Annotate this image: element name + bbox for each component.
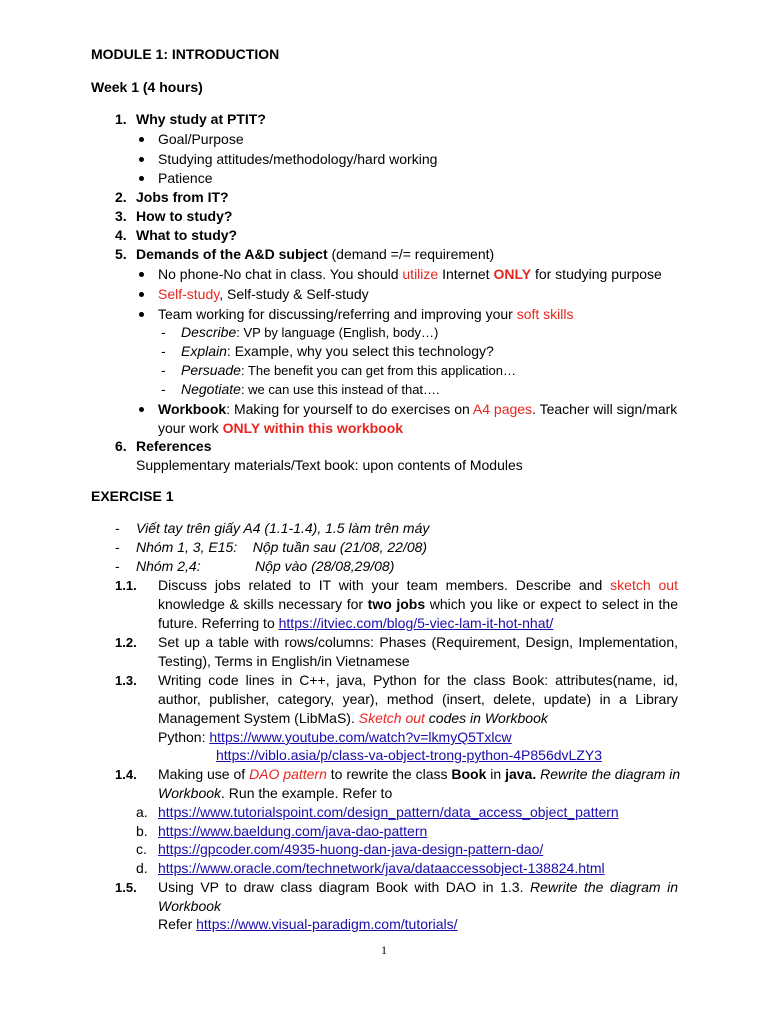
exercise-1-5-number: 1.5. bbox=[115, 880, 137, 895]
dash-icon: - bbox=[115, 520, 120, 536]
soft-skill-value: : The benefit you can get from this application… bbox=[240, 363, 517, 378]
exercise-note-1: Viết tay trên giấy A4 (1.1-1.4), 1.5 làm trên máy bbox=[136, 520, 430, 536]
exercise-text-3: in bbox=[486, 766, 506, 782]
soft-skill-describe bbox=[181, 323, 438, 342]
dash-icon: - bbox=[161, 324, 166, 340]
visual-paradigm-link[interactable]: https://www.visual-paradigm.com/tutorials/ bbox=[196, 916, 458, 932]
soft-skill-value: : VP by language (English, body…) bbox=[236, 325, 439, 340]
exercise-1-4-line-1 bbox=[158, 765, 681, 784]
item-6-title: References bbox=[136, 438, 212, 454]
workbook-label: Workbook bbox=[158, 401, 227, 417]
demand-2-text: , Self-study & Self-study bbox=[219, 286, 369, 302]
ref-a-letter: a. bbox=[136, 804, 148, 820]
exercise-1-4-line-2 bbox=[158, 784, 392, 803]
exercise-title: EXERCISE 1 bbox=[91, 488, 174, 504]
demand-3-highlight: soft skills bbox=[516, 306, 574, 322]
demand-1-text-2: Internet bbox=[438, 266, 494, 282]
demand-1-emphasis: ONLY bbox=[493, 266, 532, 282]
exercise-1-1-line-1 bbox=[158, 576, 678, 595]
ref-a-link[interactable]: https://www.tutorialspoint.com/design_pattern/data_access_object_pattern bbox=[158, 804, 619, 820]
item-4-title: What to study? bbox=[136, 227, 238, 243]
item-3-title: How to study? bbox=[136, 208, 233, 224]
exercise-1-3-number: 1.3. bbox=[115, 673, 137, 688]
demand-2-highlight: Self-study bbox=[158, 286, 220, 302]
demand-3 bbox=[158, 305, 574, 324]
exercise-text-2: codes in Workbook bbox=[424, 710, 548, 726]
exercise-text: Discuss jobs related to IT with your team members. Describe and bbox=[158, 577, 611, 593]
ref-c bbox=[158, 840, 543, 859]
exercise-text: Using VP to draw class diagram Book with DAO in 1.3. bbox=[158, 879, 530, 895]
ref-d bbox=[158, 859, 605, 878]
demand-2 bbox=[158, 285, 369, 304]
exercise-highlight: Sketch out bbox=[358, 710, 425, 726]
viblo-link[interactable]: https://viblo.asia/p/class-va-object-trong-python-4P856dvLZY3 bbox=[216, 747, 602, 763]
item-6-number: 6. bbox=[115, 438, 127, 454]
python-label: Python: bbox=[158, 729, 210, 745]
dash-icon: - bbox=[115, 558, 120, 574]
exercise-bold-2: java. bbox=[505, 766, 537, 782]
exercise-text: . Run the example. Refer to bbox=[221, 785, 393, 801]
bullet-icon bbox=[139, 312, 144, 317]
exercise-1-1-line-3 bbox=[158, 614, 553, 633]
page-number: 1 bbox=[381, 943, 387, 957]
exercise-text: Making use of bbox=[158, 766, 250, 782]
exercise-1-1-line-2 bbox=[158, 595, 678, 614]
exercise-text-2: which you like or expect to select in the bbox=[425, 596, 679, 612]
workbook-text-3: your work bbox=[158, 420, 223, 436]
item-4-number: 4. bbox=[115, 227, 127, 243]
exercise-note-3: Nhóm 2,4: Nộp vào (28/08,29/08) bbox=[136, 558, 395, 574]
item-1-bullet-2: Studying attitudes/methodology/hard working bbox=[158, 151, 438, 167]
dash-icon: - bbox=[161, 362, 166, 378]
exercise-text-2: to rewrite the class bbox=[326, 766, 452, 782]
workbook-text: : Making for yourself to do exercises on bbox=[226, 401, 473, 417]
itviec-link[interactable]: https://itviec.com/blog/5-viec-lam-it-hot-nhat/ bbox=[278, 615, 554, 631]
demand-1-text: No phone-No chat in class. You should bbox=[158, 266, 403, 282]
item-5-title: Demands of the A&D subject bbox=[136, 246, 328, 262]
exercise-1-5-line-1 bbox=[158, 878, 678, 897]
ref-d-link[interactable]: https://www.oracle.com/technetwork/java/dataaccessobject-138824.html bbox=[158, 860, 605, 876]
soft-skill-value: : we can use this instead of that…. bbox=[240, 382, 440, 397]
exercise-highlight: DAO pattern bbox=[249, 766, 327, 782]
exercise-note-2: Nhóm 1, 3, E15: Nộp tuần sau (21/08, 22/08) bbox=[136, 539, 428, 555]
exercise-1-3-line-1: Writing code lines in C++, java, Python for the class Book: attributes(name, id, bbox=[158, 672, 678, 688]
soft-skill-persuade bbox=[181, 361, 516, 380]
item-2-title: Jobs from IT? bbox=[136, 189, 229, 205]
demand-1 bbox=[158, 265, 662, 284]
exercise-1-4-number: 1.4. bbox=[115, 767, 137, 782]
ref-b-letter: b. bbox=[136, 823, 148, 839]
item-3-number: 3. bbox=[115, 208, 127, 224]
ref-d-letter: d. bbox=[136, 860, 148, 876]
exercise-bold: Book bbox=[451, 766, 487, 782]
ref-b bbox=[158, 822, 427, 841]
youtube-link[interactable]: https://www.youtube.com/watch?v=lkmyQ5Txlcw bbox=[209, 729, 512, 745]
exercise-1-3-line-2: author, publisher, category, year), method (insert, delete, update) in a Library bbox=[158, 691, 678, 707]
item-5-number: 5. bbox=[115, 246, 127, 262]
dash-icon: - bbox=[161, 343, 166, 359]
bullet-icon bbox=[139, 176, 144, 181]
item-5-line bbox=[136, 245, 494, 264]
exercise-1-5-line-3 bbox=[158, 915, 458, 934]
workbook-text-2: . Teacher will sign/mark bbox=[532, 401, 678, 417]
workbook-line-1 bbox=[158, 400, 677, 419]
exercise-1-3-line-5 bbox=[216, 746, 602, 765]
module-title: MODULE 1: INTRODUCTION bbox=[91, 46, 280, 62]
soft-skill-negotiate bbox=[181, 380, 440, 399]
item-1-title: Why study at PTIT? bbox=[136, 111, 266, 127]
bullet-icon bbox=[139, 292, 144, 297]
item-1-bullet-3: Patience bbox=[158, 170, 213, 186]
exercise-text: Refer bbox=[158, 916, 197, 932]
references-text: Supplementary materials/Text book: upon contents of Modules bbox=[136, 457, 523, 473]
week-heading: Week 1 (4 hours) bbox=[91, 79, 203, 95]
dash-icon: - bbox=[161, 381, 166, 397]
exercise-text: knowledge & skills necessary for bbox=[158, 596, 368, 612]
item-2-number: 2. bbox=[115, 189, 127, 205]
exercise-italic: Rewrite the diagram in bbox=[536, 766, 681, 782]
workbook-highlight: A4 pages bbox=[472, 401, 533, 417]
demand-3-text: Team working for discussing/referring and improving your bbox=[158, 306, 517, 322]
exercise-1-2-number: 1.2. bbox=[115, 635, 137, 650]
bullet-icon bbox=[139, 137, 144, 142]
exercise-bold: two jobs bbox=[367, 596, 426, 612]
exercise-italic: Rewrite the diagram in bbox=[530, 879, 679, 895]
ref-c-link[interactable]: https://gpcoder.com/4935-huong-dan-java-design-pattern-dao/ bbox=[158, 841, 544, 857]
bullet-icon bbox=[139, 272, 144, 277]
item-1-number: 1. bbox=[115, 111, 127, 127]
exercise-1-5-line-2: Workbook bbox=[158, 898, 222, 914]
soft-skill-key: Persuade bbox=[181, 362, 241, 378]
ref-b-link[interactable]: https://www.baeldung.com/java-dao-pattern bbox=[158, 823, 428, 839]
exercise-1-2-line-1: Set up a table with rows/columns: Phases (Requirement, Design, Implementation, bbox=[158, 634, 678, 650]
demand-1-highlight: utilize bbox=[402, 266, 439, 282]
item-5-note: (demand =/= requirement) bbox=[327, 246, 495, 262]
exercise-1-3-line-4 bbox=[158, 728, 512, 747]
exercise-highlight: sketch out bbox=[610, 577, 678, 593]
exercise-text: future. Referring to bbox=[158, 615, 279, 631]
demand-1-text-3: for studying purpose bbox=[531, 266, 662, 282]
dash-icon: - bbox=[115, 539, 120, 555]
ref-c-letter: c. bbox=[136, 841, 147, 857]
soft-skill-key: Describe bbox=[181, 324, 237, 340]
ref-a bbox=[158, 803, 619, 822]
workbook-line-2 bbox=[158, 419, 403, 438]
exercise-1-1-number: 1.1. bbox=[115, 578, 137, 593]
soft-skill-key: Explain bbox=[181, 343, 227, 359]
exercise-1-2-line-2: Testing), Terms in English/in Vietnamese bbox=[158, 653, 410, 669]
workbook-emphasis: ONLY within this workbook bbox=[222, 420, 404, 436]
exercise-italic: Workbook bbox=[158, 785, 222, 801]
bullet-icon bbox=[139, 407, 144, 412]
soft-skill-key: Negotiate bbox=[181, 381, 241, 397]
soft-skill-value: : Example, why you select this technology? bbox=[226, 343, 494, 359]
exercise-text: Management System (LibMaS). bbox=[158, 710, 359, 726]
exercise-1-3-line-3 bbox=[158, 709, 548, 728]
soft-skill-explain bbox=[181, 342, 494, 361]
item-1-bullet-1: Goal/Purpose bbox=[158, 131, 244, 147]
bullet-icon bbox=[139, 157, 144, 162]
